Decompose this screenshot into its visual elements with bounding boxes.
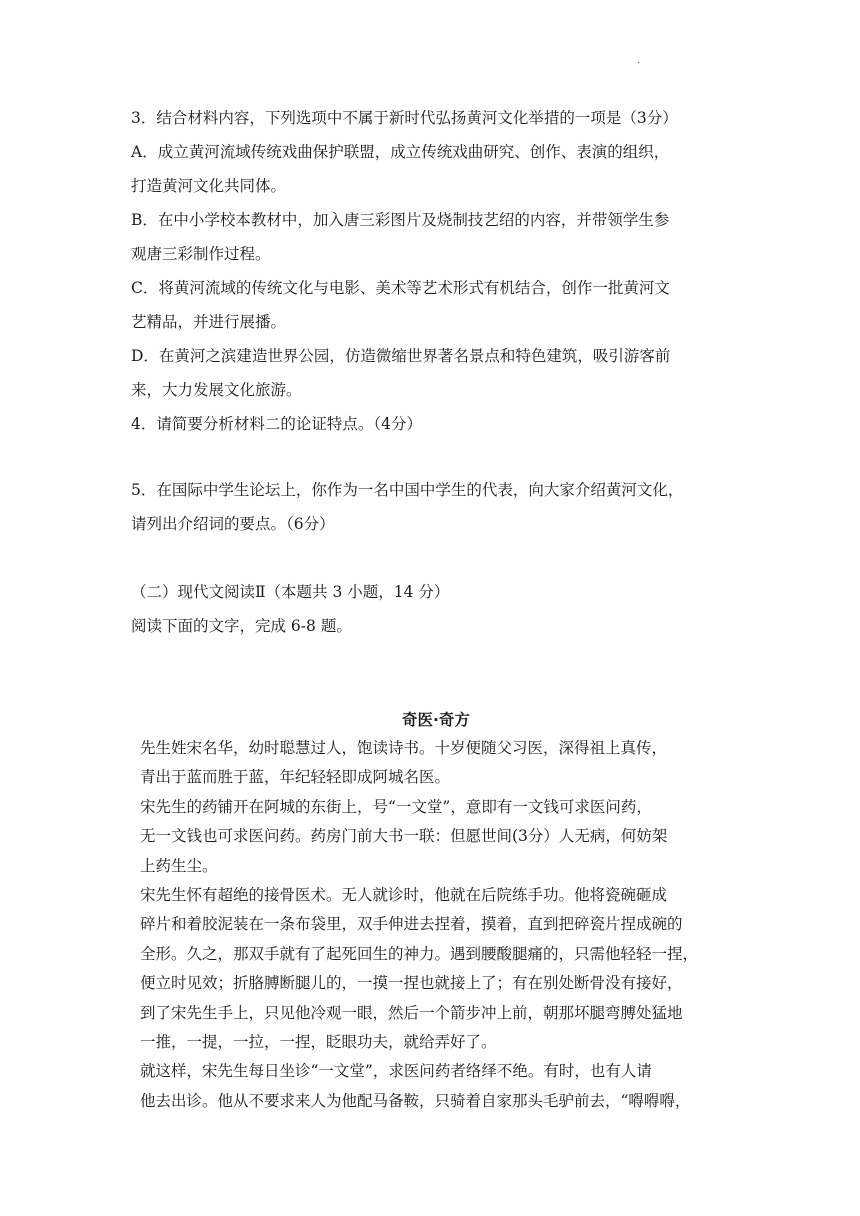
option-d-line-1: D．在黄河之滨建造世界公园，仿造微缩世界著名景点和特色建筑，吸引游客前 <box>131 347 671 365</box>
story-line: 上药生尘。 <box>140 856 218 875</box>
story-line: 他去出诊。他从不要求来人为他配马备鞍，只骑着自家那头毛驴前去，“嘚嘚嘚， <box>140 1091 691 1110</box>
header-mark: · <box>637 58 641 69</box>
option-a-line-2: 打造黄河文化共同体。 <box>131 177 287 195</box>
question-3-stem: 3．结合材料内容，下列选项中不属于新时代弘扬黄河文化举措的一项是（3分） <box>131 109 678 127</box>
section-2-instruction: 阅读下面的文字，完成 6-8 题。 <box>131 617 352 635</box>
question-5-line-2: 请列出介绍词的要点。（6分） <box>131 515 335 533</box>
option-b-line-2: 观唐三彩制作过程。 <box>131 245 271 263</box>
story-line: 青出于蓝而胜于蓝，年纪轻轻即成阿城名医。 <box>140 768 451 787</box>
story-line: 一推，一提，一拉，一捏，眨眼功夫，就给弄好了。 <box>140 1033 497 1052</box>
option-c-line-1: C．将黄河流域的传统文化与电影、美术等艺术形式有机结合，创作一批黄河文 <box>131 279 670 297</box>
section-2-heading: （二）现代文阅读Ⅱ（本题共 3 小题，14 分） <box>131 583 450 601</box>
option-a-line-1: A．成立黄河流域传统戏曲保护联盟，成立传统戏曲研究、创作、表演的组织， <box>131 143 670 161</box>
questions-block <box>131 101 741 643</box>
section-gap <box>131 541 741 575</box>
story-line: 无一文钱也可求医问药。药房门前大书一联：但愿世间(3分）人无病，何妨架 <box>140 827 668 846</box>
story-line: 到了宋先生手上，只见他冷观一眼，然后一个箭步冲上前，朝那坏腿弯膊处猛地 <box>140 1003 683 1022</box>
story-text <box>131 734 741 1116</box>
story-line: 碎片和着胶泥装在一条布袋里，双手伸进去捏着，摸着，直到把碎瓷片捏成碗的 <box>140 915 683 934</box>
story-line: 全形。久之，那双手就有了起死回生的神力。遇到腰酸腿痛的，只需他轻轻一捏， <box>140 944 699 963</box>
story-title: 奇医·奇方 <box>402 711 470 729</box>
story-line: 便立时见效；折胳膊断腿儿的，一摸一捏也就接上了；有在别处断骨没有接好， <box>140 974 683 993</box>
option-d-line-2: 来，大力发展文化旅游。 <box>131 381 302 399</box>
story-line: 宋先生的药铺开在阿城的东街上，号“一文堂”，意即有一文钱可求医问药， <box>140 797 652 816</box>
story-line: 先生姓宋名华，幼时聪慧过人，饱读诗书。十岁便随父习医，深得祖上真传， <box>140 739 668 757</box>
question-4: 4．请简要分析材料二的论证特点。（4分） <box>131 415 422 433</box>
story-line: 就这样，宋先生每日坐诊“一文堂”，求医问药者络绎不绝。有时，也有人请 <box>140 1062 652 1081</box>
story-line: 宋先生怀有超绝的接骨医术。无人就诊时，他就在后院练手功。他将瓷碗砸成 <box>140 886 668 905</box>
question-5-line-1: 5．在国际中学生论坛上，你作为一名中国中学生的代表，向大家介绍黄河文化， <box>131 481 684 499</box>
option-b-line-1: B．在中小学校本教材中，加入唐三彩图片及烧制技艺绍的内容，并带领学生参 <box>131 211 670 229</box>
option-c-line-2: 艺精品，并进行展播。 <box>131 313 287 331</box>
answer-space <box>131 441 741 473</box>
